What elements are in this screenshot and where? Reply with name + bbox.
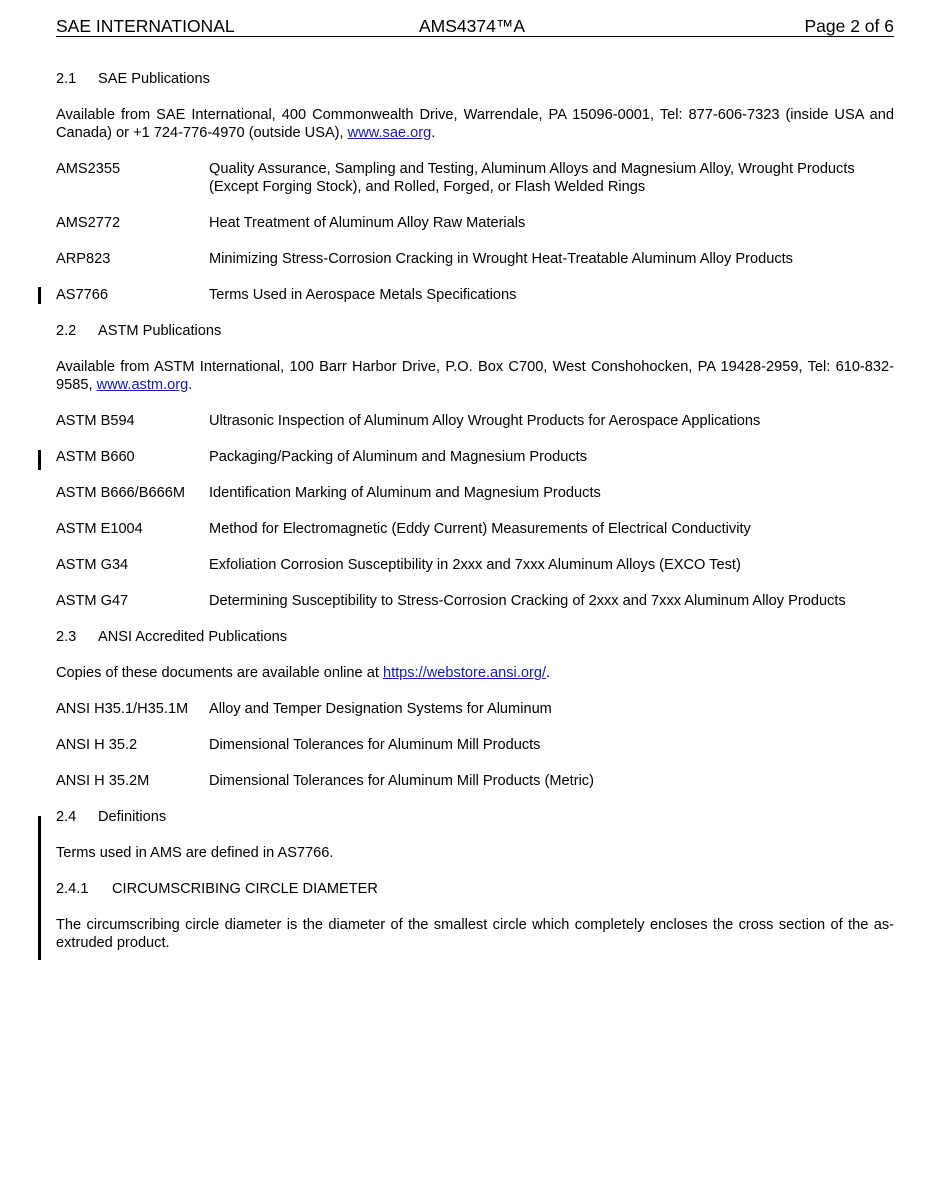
reference-code: ASTM B594 [56, 413, 135, 429]
reference-title: Method for Electromagnetic (Eddy Current) Measurements of Electrical Conductivity [209, 521, 751, 537]
period: . [431, 125, 436, 141]
reference-row [56, 484, 894, 502]
reference-row [56, 592, 894, 610]
ansi-webstore-link[interactable]: https://webstore.ansi.org/ [382, 665, 546, 681]
document-page [56, 14, 894, 952]
section-title: ASTM Publications [98, 323, 222, 339]
reference-title: Determining Susceptibility to Stress-Corrosion Cracking of 2xxx and 7xxx Aluminum Alloy Products [209, 593, 846, 609]
ansi-availability-text: Copies of these documents are available online at [56, 665, 383, 681]
reference-code: ASTM G34 [56, 557, 129, 573]
reference-code: ASTM E1004 [56, 521, 143, 537]
reference-code: ASTM G47 [56, 593, 129, 609]
reference-code: ANSI H35.1/H35.1M [56, 701, 189, 717]
section-title: ANSI Accredited Publications [98, 629, 288, 645]
reference-code: AMS2355 [56, 161, 121, 177]
subsection-title: CIRCUMSCRIBING CIRCLE DIAMETER [112, 881, 378, 897]
circumscribing-circle-paragraph: The circumscribing circle diameter is the diameter of the smallest circle which completely encloses the cross section of the as-extruded product. [56, 917, 894, 951]
reference-code: ANSI H 35.2 [56, 737, 138, 753]
reference-title: Minimizing Stress-Corrosion Cracking in Wrought Heat-Treatable Aluminum Alloy Products [209, 251, 793, 267]
reference-title: Quality Assurance, Sampling and Testing, Aluminum Alloys and Magnesium Alloy, Wrought Products (Except Forging Stock), and Rolled, Forged, or Flash Welded Rings [209, 161, 855, 195]
reference-row [56, 772, 894, 790]
period: . [546, 665, 551, 681]
astm-availability-paragraph [56, 358, 894, 394]
reference-row [56, 700, 894, 718]
section-number: 2.3 [56, 629, 77, 645]
reference-row [56, 520, 894, 538]
section-number: 2.2 [56, 323, 77, 339]
change-bar-definitions [38, 816, 41, 960]
section-2-4-1-heading [56, 880, 894, 898]
reference-title: Dimensional Tolerances for Aluminum Mill Products (Metric) [209, 773, 594, 789]
header-page-number: Page 2 of 6 [804, 16, 894, 36]
reference-row [56, 556, 894, 574]
section-2-2-heading [56, 322, 894, 340]
reference-code: ANSI H 35.2M [56, 773, 150, 789]
reference-code: AMS2772 [56, 215, 121, 231]
reference-row [56, 286, 894, 304]
reference-row [56, 448, 894, 466]
reference-title: Dimensional Tolerances for Aluminum Mill Products [209, 737, 541, 753]
reference-row [56, 412, 894, 430]
section-number: 2.4 [56, 809, 77, 825]
astm-website-link[interactable]: www.astm.org [96, 377, 189, 393]
astm-availability-text: Available from ASTM International, 100 Barr Harbor Drive, P.O. Box C700, West Conshohocken, PA 19428-2959, Tel: 610-832-9585, [56, 359, 894, 393]
definitions-paragraph: Terms used in AMS are defined in AS7766. [56, 845, 334, 861]
change-bar-as7766 [38, 287, 41, 304]
sae-availability-paragraph [56, 106, 894, 142]
change-bar-astm-b660 [38, 450, 41, 470]
section-2-4-heading [56, 808, 894, 826]
header-org: SAE INTERNATIONAL [56, 16, 235, 36]
reference-code: AS7766 [56, 287, 108, 303]
sae-website-link[interactable]: www.sae.org [347, 125, 432, 141]
period: . [188, 377, 193, 393]
subsection-number: 2.4.1 [56, 881, 89, 897]
reference-row [56, 736, 894, 754]
reference-code: ASTM B660 [56, 449, 135, 465]
reference-title: Packaging/Packing of Aluminum and Magnesium Products [209, 449, 588, 465]
section-2-3-heading [56, 628, 894, 646]
reference-title: Exfoliation Corrosion Susceptibility in 2xxx and 7xxx Aluminum Alloys (EXCO Test) [209, 557, 741, 573]
reference-title: Terms Used in Aerospace Metals Specifications [209, 287, 517, 303]
section-number: 2.1 [56, 71, 77, 87]
sae-availability-text: Available from SAE International, 400 Commonwealth Drive, Warrendale, PA 15096-0001, Tel: 877-606-7323 (inside USA and Canada) or +1 724-776-4970 (outside USA), [56, 107, 894, 141]
reference-title: Heat Treatment of Aluminum Alloy Raw Materials [209, 215, 526, 231]
ansi-availability-paragraph [56, 664, 894, 682]
section-title: Definitions [98, 809, 167, 825]
reference-code: ARP823 [56, 251, 111, 267]
reference-title: Identification Marking of Aluminum and Magnesium Products [209, 485, 601, 501]
reference-code: ASTM B666/B666M [56, 485, 185, 501]
reference-title: Alloy and Temper Designation Systems for Aluminum [209, 701, 552, 717]
header-doc-id: AMS4374™A [419, 16, 526, 36]
reference-row [56, 214, 894, 232]
page-header [56, 14, 894, 37]
reference-row [56, 250, 894, 268]
reference-title: Ultrasonic Inspection of Aluminum Alloy Wrought Products for Aerospace Applications [209, 413, 761, 429]
reference-row [56, 160, 894, 196]
section-2-1-heading [56, 70, 894, 88]
section-title: SAE Publications [98, 71, 210, 87]
